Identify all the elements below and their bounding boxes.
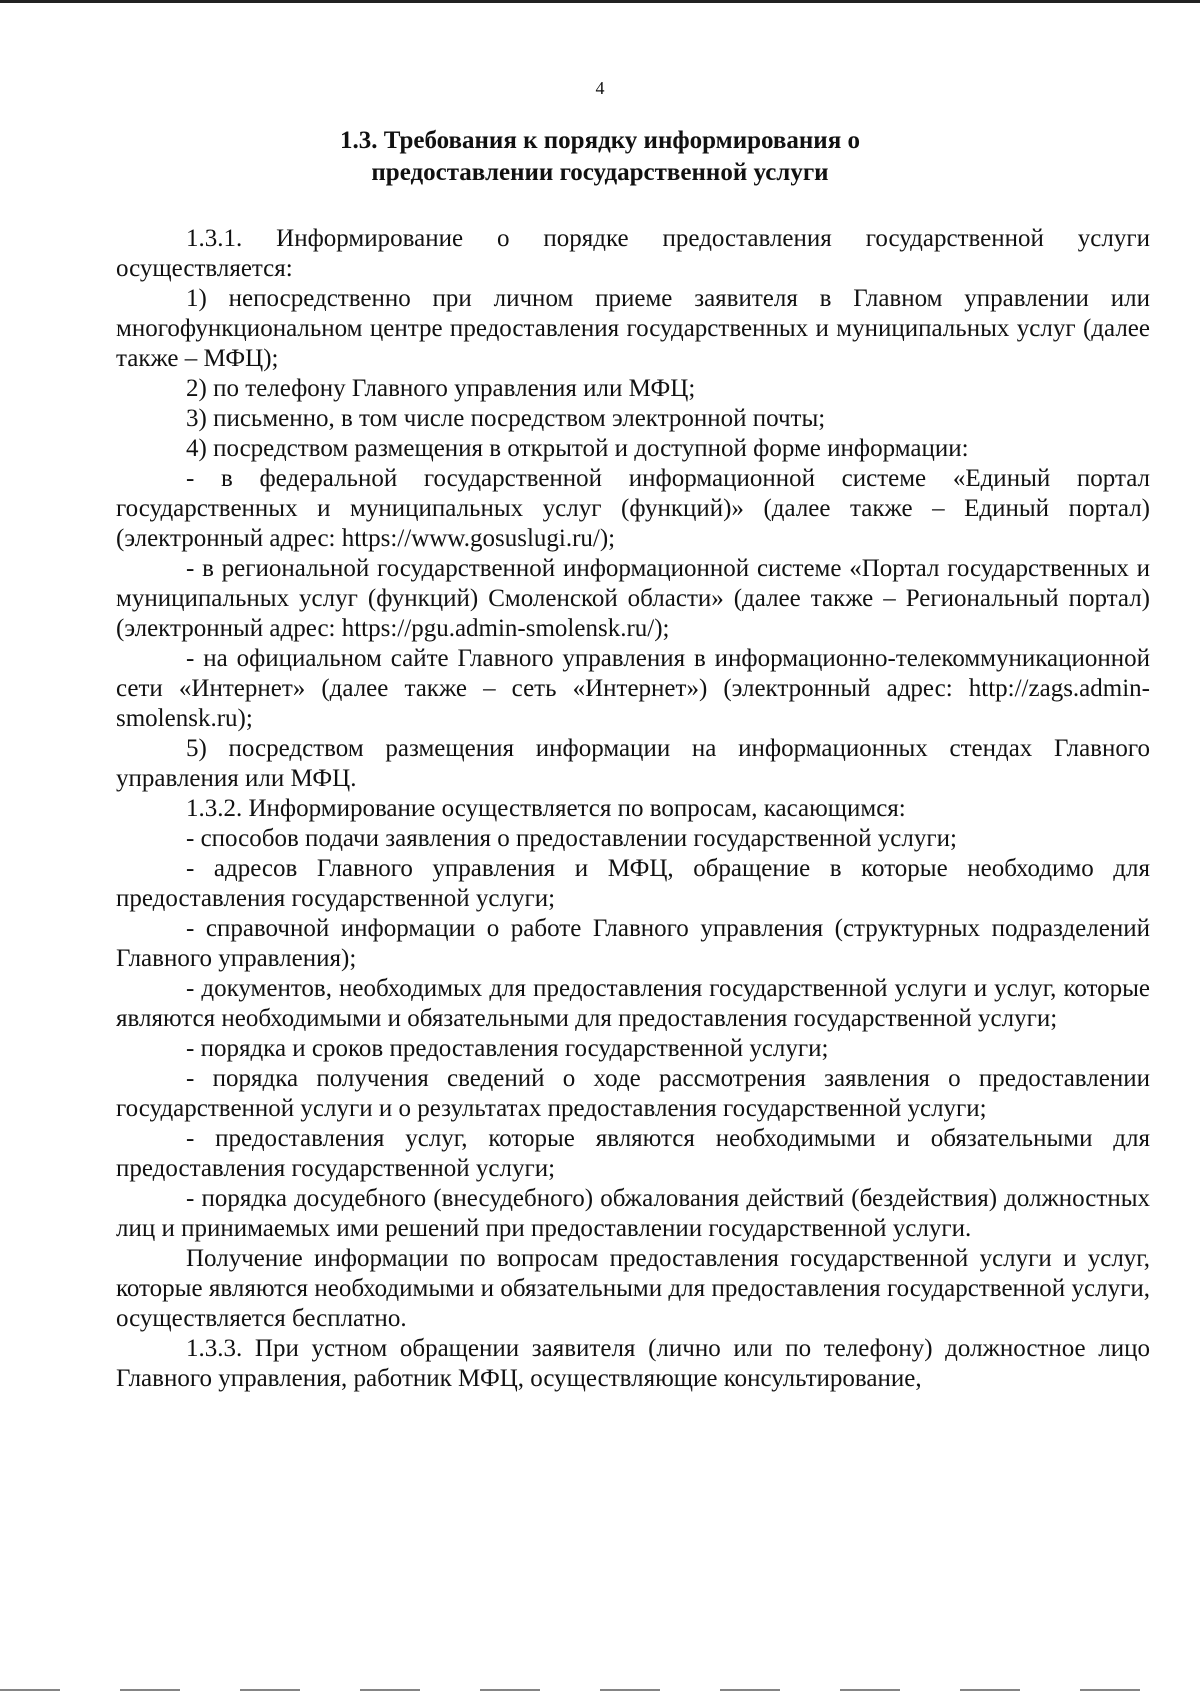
paragraph: - порядка получения сведений о ходе рассмотрения заявления о предоставлении государственной услуги и о результатах предоставления государственной услуги;: [116, 1065, 1150, 1122]
paragraph: - порядка и сроков предоставления государственной услуги;: [186, 1035, 829, 1062]
section-heading-line-1: 1.3. Требования к порядку информирования о: [340, 127, 860, 154]
scan-edge-top: [0, 0, 1200, 3]
paragraph: - на официальном сайте Главного управления в информационно-телекоммуникационной сети «Интернет» (далее также – сеть «Интернет») (электронный адрес: http://zags.admin-smolensk.ru);: [116, 645, 1150, 732]
document-body: [116, 222, 1150, 1394]
paragraph: - порядка досудебного (внесудебного) обжалования действий (бездействия) должностных лиц и принимаемых ими решений при предоставлении государственной услуги.: [116, 1185, 1150, 1242]
paragraph: 4) посредством размещения в открытой и доступной форме информации:: [186, 435, 969, 462]
paragraph: - справочной информации о работе Главного управления (структурных подразделений Главного управления);: [116, 915, 1150, 972]
paragraph: 1) непосредственно при личном приеме заявителя в Главном управлении или многофункциональном центре предоставления государственных и муниципальных услуг (далее также – МФЦ);: [116, 285, 1150, 372]
paragraph: 3) письменно, в том числе посредством электронной почты;: [186, 405, 826, 432]
page-number: 4: [595, 78, 605, 98]
paragraph: - в региональной государственной информационной системе «Портал государственных и муниципальных услуг (функций) Смоленской области» (далее также – Региональный портал) (электронный адрес: https://pgu.admin-smolensk.ru/);: [116, 555, 1150, 642]
paragraph: 1.3.1. Информирование о порядке предоставления государственной услуги осуществляется:: [116, 225, 1150, 282]
paragraph: 1.3.2. Информирование осуществляется по вопросам, касающимся:: [186, 795, 906, 822]
paragraph: - предоставления услуг, которые являются необходимыми и обязательными для предоставления государственной услуги;: [116, 1125, 1150, 1182]
paragraph: - документов, необходимых для предоставления государственной услуги и услуг, которые являются необходимыми и обязательными для предоставления государственной услуги;: [116, 975, 1150, 1032]
paragraph: 1.3.3. При устном обращении заявителя (лично или по телефону) должностное лицо Главного управления, работник МФЦ, осуществляющие консультирование,: [116, 1335, 1150, 1392]
section-heading-line-2: предоставлении государственной услуги: [371, 159, 829, 186]
scan-edge-bottom: [0, 1689, 1200, 1691]
paragraph: 5) посредством размещения информации на информационных стендах Главного управления или МФЦ.: [116, 735, 1150, 792]
section-heading: [0, 125, 1200, 189]
paragraph: - адресов Главного управления и МФЦ, обращение в которые необходимо для предоставления государственной услуги;: [116, 855, 1150, 912]
paragraph: Получение информации по вопросам предоставления государственной услуги и услуг, которые являются необходимыми и обязательными для предоставления государственной услуги, осуществляется бесплатно.: [116, 1245, 1150, 1332]
paragraph: 2) по телефону Главного управления или МФЦ;: [186, 375, 696, 402]
paragraph: - в федеральной государственной информационной системе «Единый портал государственных и муниципальных услуг (функций)» (далее также – Единый портал) (электронный адрес: https://www.gosuslugi.ru/);: [116, 465, 1150, 552]
paragraph: - способов подачи заявления о предоставлении государственной услуги;: [186, 825, 957, 852]
